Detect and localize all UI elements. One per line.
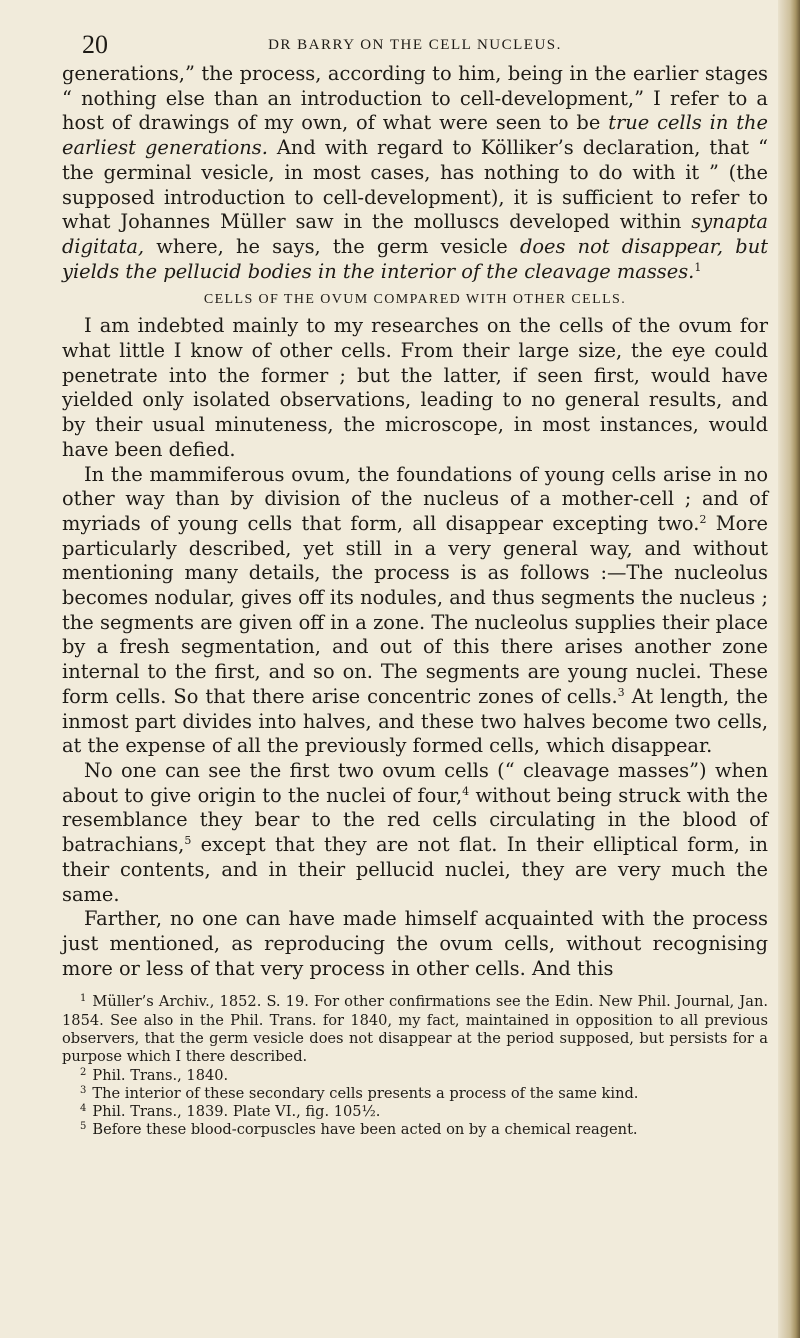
paragraph-1-text-b: And with regard to Kölliker’s declaration, that “ the germinal vesicle, in most cases, has nothing to do with it ” (the supposed introduction to cell-development), it is sufficient to refer to what Johannes Müller saw in the molluscs developed within — [62, 136, 768, 234]
paragraph-4-text-b: without being struck with the resemblance they bear to the red cells circulating in the blood of batrachians, — [62, 783, 768, 857]
footnote-ref-3: 3 — [617, 685, 625, 699]
footnote-3-text: The interior of these secondary cells presents a process of the same kind. — [92, 1084, 639, 1102]
footnote-2 — [62, 1067, 768, 1085]
paragraph-1-italic-b: synapta digitata, — [62, 210, 768, 258]
footnote-4-text: Phil. Trans., 1839. Plate VI., fig. 105½. — [92, 1103, 381, 1121]
footnote-1 — [62, 993, 768, 1066]
running-head — [62, 0, 768, 62]
paragraph-4-text-c: except that they are not flat. In their elliptical form, in their contents, and in their pellucid nuclei, they are very much the same. — [62, 833, 768, 906]
footnote-5-text: Before these blood-corpuscles have been acted on by a chemical reagent. — [92, 1121, 638, 1139]
paragraph-1-italic-a: true cells in the earliest generations. — [62, 111, 768, 160]
footnote-ref-2: 2 — [699, 512, 707, 526]
paragraph-3-text-c: At length, the inmost part divides into halves, and these two halves become two cells, at the expense of all the previously formed cells, which disappear. — [62, 684, 768, 758]
paragraph-1-text-c: where, he says, the germ vesicle — [144, 234, 520, 258]
paragraph-3 — [62, 463, 768, 759]
section-heading: CELLS OF THE OVUM COMPARED WITH OTHER CELLS. — [203, 292, 627, 308]
paragraph-3-text-a: In the mammiferous ovum, the foundations of young cells arise in no other way than by division of the nucleus of a mother-cell ; and of myriads of young cells that form, all disappear excepting two. — [62, 462, 768, 535]
footnote-ref-1: 1 — [694, 260, 702, 274]
footnote-5 — [62, 1121, 768, 1139]
footnote-3-mark: 3 — [80, 1084, 87, 1096]
footnote-3 — [62, 1085, 768, 1103]
footnote-2-mark: 2 — [80, 1066, 87, 1078]
footnote-5-mark: 5 — [80, 1121, 87, 1133]
body-text — [62, 62, 768, 981]
footnotes — [62, 993, 768, 1139]
footnote-4-mark: 4 — [80, 1103, 87, 1115]
paragraph-1 — [62, 62, 768, 284]
footnote-4 — [62, 1103, 768, 1121]
paragraph-2: I am indebted mainly to my researches on the cells of the ovum for what little I know of other cells. From their large size, the eye could penetrate into the former ; but the latter, if seen first, would have yielded only isolated observations, leading to no general results, and by their usual minuteness, the microscope, in most instances, would have been defied. — [62, 314, 768, 461]
paragraph-5: Farther, no one can have made himself acquainted with the process just mentioned, as reproducing the ovum cells, without recognising more or less of that very process in other cells. And this — [62, 907, 768, 980]
footnote-1-text: Müller’s Archiv., 1852. S. 19. For other confirmations see the Edin. New Phil. Journal, Jan. 1854. See also in the Phil. Trans. for 1840, my fact, maintained in opposition to all previous observers, that the germ vesicle does not disappear at the period supposed, but persists for a purpose which I there described. — [62, 993, 768, 1066]
paragraph-1-italic-c: does not disappear, but yields the pellucid bodies in the interior of the cleavage masses. — [62, 234, 768, 283]
footnote-ref-5: 5 — [184, 834, 192, 848]
page-edge-shadow — [778, 0, 800, 1338]
footnote-ref-4: 4 — [462, 784, 470, 798]
footnote-1-mark: 1 — [80, 993, 87, 1005]
running-title: DR BARRY ON THE CELL NUCLEUS. — [268, 37, 562, 53]
paragraph-3-text-b: More particularly described, yet still in a very general way, and without mentioning many details, the process is as follows :—The nucleolus becomes nodular, gives off its nodules, and thus segments the nucleus ; the segments are given off in a zone. The nucleolus supplies their place by a fresh segmentation, and out of this there arises another zone internal to the first, and so on. The segments are young nuclei. These form cells. So that there arise concentric zones of cells. — [62, 511, 769, 708]
book-page — [62, 0, 768, 1140]
page-number: 20 — [82, 30, 108, 59]
paragraph-4 — [62, 759, 768, 907]
paragraph-1-text-a: generations,” the process, according to him, being in the earlier stages “ nothing else than an introduction to cell-development,” I refer to a host of drawings of my own, of what were seen to be — [62, 62, 768, 135]
paragraph-4-text-a: No one can see the first two ovum cells (“ cleavage masses”) when about to give origin to the nuclei of four, — [62, 758, 768, 807]
footnote-2-text: Phil. Trans., 1840. — [92, 1066, 229, 1084]
